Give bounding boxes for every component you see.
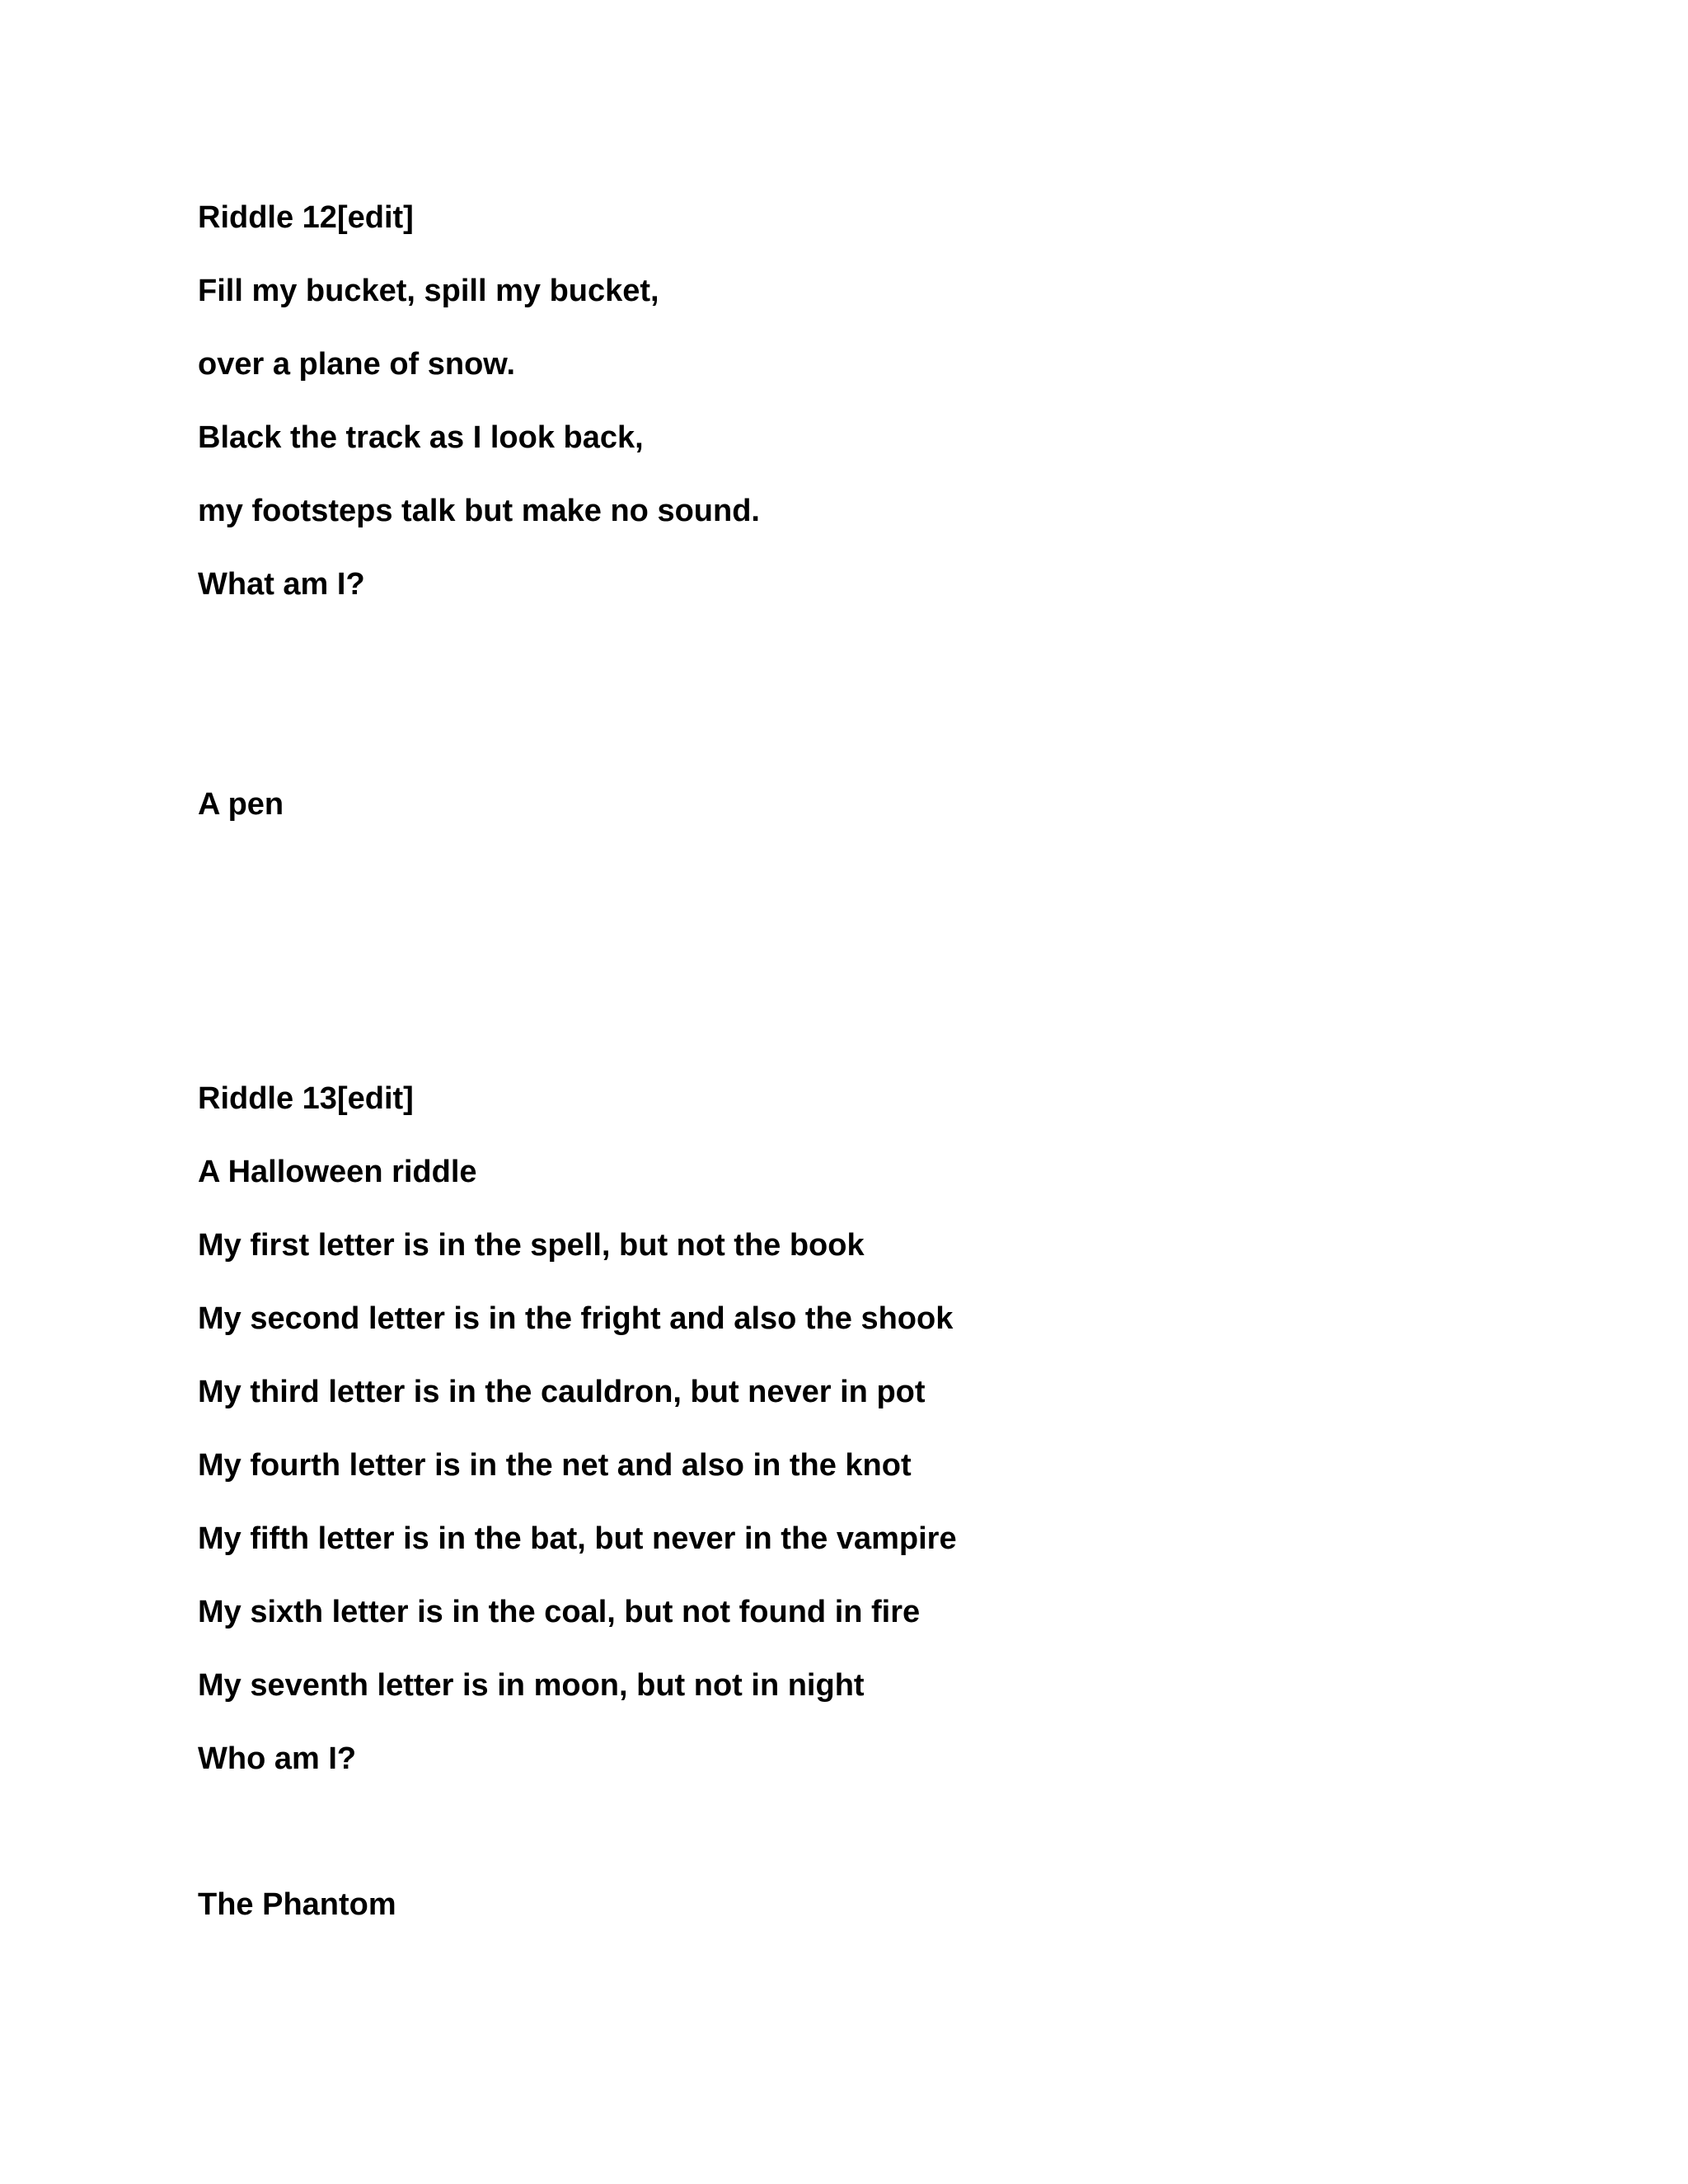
riddle-12-question: What am I? <box>198 567 365 602</box>
riddle-12-line-2: over a plane of snow. <box>198 347 516 382</box>
riddle-13-line-2: My second letter is in the fright and also the shook <box>198 1301 954 1336</box>
riddle-13-line-6: My sixth letter is in the coal, but not found in fire <box>198 1595 921 1629</box>
riddle-12-line-1: Fill my bucket, spill my bucket, <box>198 274 659 308</box>
riddle-12-answer: A pen <box>198 787 284 822</box>
riddle-12-line-3: Black the track as I look back, <box>198 420 644 455</box>
riddle-12-heading: Riddle 12[edit] <box>198 200 414 235</box>
riddle-13-line-1: My first letter is in the spell, but not the book <box>198 1228 865 1263</box>
riddle-13-question: Who am I? <box>198 1741 357 1776</box>
riddle-13-line-7: My seventh letter is in moon, but not in night <box>198 1668 865 1703</box>
riddle-13-heading: Riddle 13[edit] <box>198 1081 414 1116</box>
riddle-12-line-4: my footsteps talk but make no sound. <box>198 494 760 528</box>
riddle-13-line-4: My fourth letter is in the net and also in the knot <box>198 1448 912 1483</box>
riddle-13-line-5: My fifth letter is in the bat, but never in the vampire <box>198 1521 957 1556</box>
riddle-13-line-3: My third letter is in the cauldron, but never in pot <box>198 1375 926 1409</box>
riddle-13-subtitle: A Halloween riddle <box>198 1155 477 1189</box>
riddle-13-answer: The Phantom <box>198 1887 396 1922</box>
